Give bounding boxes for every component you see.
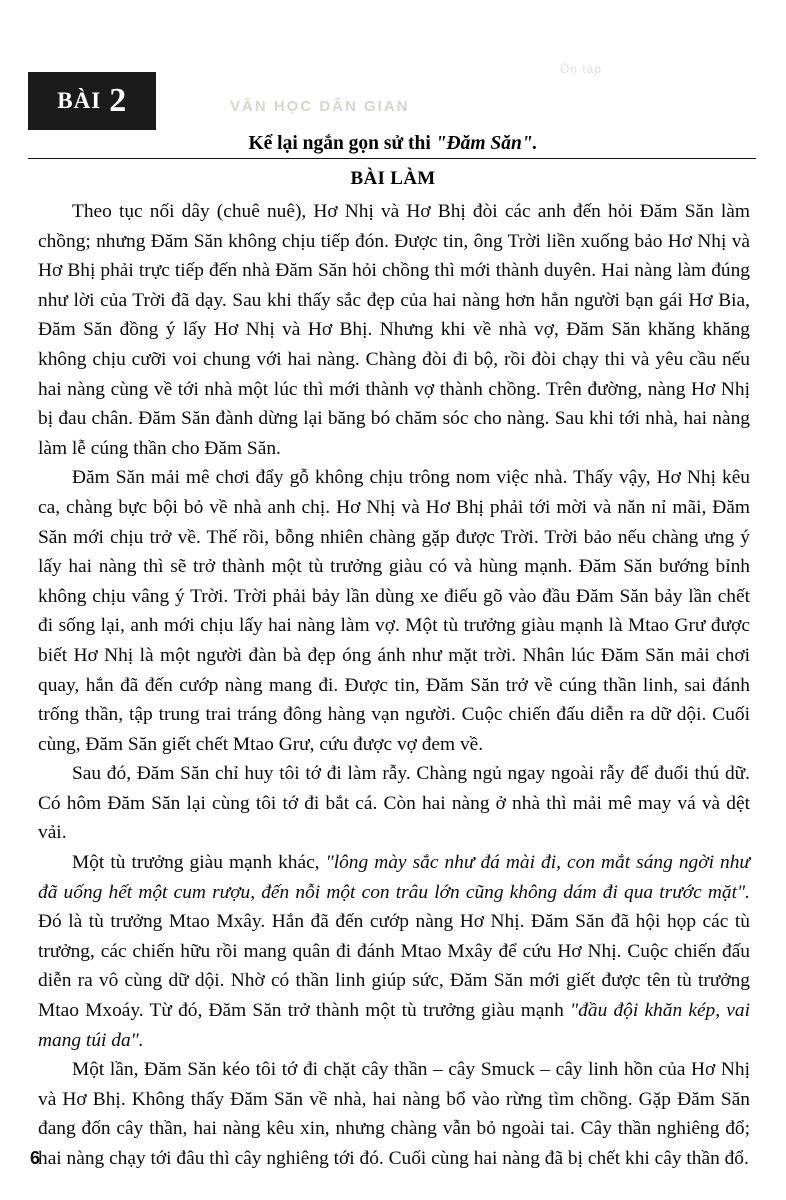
text-run: Theo tục nối dây (chuê nuê), Hơ Nhị và Hơ Bhị đòi các anh đến hỏi Đăm Săn làm chồng; nhưng Đăm Săn không chịu tiếp đón. Được tin, ông Trời liền xuống bảo Hơ Nhị và Hơ Bhị phải trực tiếp đến nhà Đăm Săn hỏi chồng thì mới thành duyên. Hai nàng làm đúng như lời của Trời đã dạy. Sau khi thấy sắc đẹp của hai nàng hơn hẳn người bạn gái Hơ Bia, Đăm Săn đồng ý lấy Hơ Nhị và Hơ Bhị. Nhưng khi về nhà vợ, Đăm Săn khăng khăng không chịu cưỡi voi chung với hai nàng. Chàng đòi đi bộ, rồi đòi chạy thi và yêu cầu nếu hai nàng cùng về tới nhà một lúc thì mới thành vợ thành chồng. Trên đường, nàng Hơ Nhị bị đau chân. Đăm Săn đành dừng lại băng bó chăm sóc cho nàng. Sau khi tới nhà, hai nàng làm lễ cúng thần cho Đăm Săn. [38, 201, 750, 459]
lesson-badge [28, 72, 156, 130]
title-divider [28, 158, 756, 159]
text-run: Một lần, Đăm Săn kéo tôi tớ đi chặt cây thần – cây Smuck – cây linh hồn của Hơ Nhị và Hơ Bhị. Không thấy Đăm Săn về nhà, hai nàng bổ vào rừng tìm chồng. Gặp Đăm Săn đang đốn cây thần, hai nàng kêu xin, nhưng chàng vẫn bỏ ngoài tai. Cây thần nghiêng đổ; hai nàng chạy tới đâu thì cây nghiêng tới đó. Cuối cùng hai nàng đã bị chết khi cây thần đổ. [38, 1059, 750, 1169]
page-title-quoted: "Đăm Săn". [435, 133, 538, 154]
quoted-text: "đầu đội khăn kép, vai mang túi da". [38, 1000, 750, 1051]
paragraph [38, 848, 750, 1055]
body-text [38, 197, 750, 1174]
text-run: Sau đó, Đăm Săn chỉ huy tôi tớ đi làm rẫy. Chàng ngủ ngay ngoài rẫy để đuổi thú dữ. Có hôm Đăm Săn lại cùng tôi tớ đi bắt cá. Còn hai nàng ở nhà thì mải mê may vá và dệt vải. [38, 763, 750, 844]
paragraph [38, 759, 750, 848]
watermark-secondary: Ôn tập [560, 62, 603, 76]
text-run: Đó là tù trưởng Mtao Mxây. Hắn đã đến cướp nàng Hơ Nhị. Đăm Săn đã hội họp các tù trưởng, các chiến hữu rồi mang quân đi đánh Mtao Mxây để cứu Hơ Nhị. Cuộc chiến đấu diễn ra vô cùng dữ dội. Nhờ có thần linh giúp sức, Đăm Săn mới giết được tên tù trưởng Mtao Mxoáy. Từ đó, Đăm Săn trở thành một tù trưởng giàu mạnh [38, 911, 750, 1022]
section-heading: BÀI LÀM [350, 168, 436, 189]
text-run: Một tù trưởng giàu mạnh khác, [72, 852, 326, 874]
watermark-heading: VĂN HỌC DÂN GIAN [230, 98, 410, 115]
quoted-text: "lông mày sắc như đá mài đi, con mắt sáng ngời như đã uống hết một cum rượu, đến nỗi một con trâu lớn cũng không dám đi qua trước mặt". [38, 852, 750, 903]
paragraph [38, 463, 750, 759]
lesson-badge-number: 2 [109, 82, 127, 119]
paragraph [38, 1055, 750, 1173]
page-number: 6 [30, 1148, 41, 1168]
page-title [30, 133, 756, 155]
lesson-badge-word: BÀI [57, 88, 102, 113]
text-run: Đăm Săn mải mê chơi đẩy gỗ không chịu trông nom việc nhà. Thấy vậy, Hơ Nhị kêu ca, chàng bực bội bỏ về nhà anh chị. Hơ Nhị và Hơ Bhị phải tới mời và năn nỉ mãi, Đăm Săn mới chịu trở về. Thế rồi, bỗng nhiên chàng gặp được Trời. Trời bảo nếu chàng ưng ý lấy hai nàng thì sẽ trở thành một tù trưởng giàu có và hùng mạnh. Đăm Săn bướng bỉnh không chịu vâng ý Trời. Trời phải bảy lần dùng xe điếu gõ vào đầu Đăm Săn bảy lần chết đi sống lại, anh mới chịu lấy hai nàng làm vợ. Một tù trưởng giàu mạnh là Mtao Grư được biết Hơ Nhị là một người đàn bà đẹp óng ánh như mặt trời. Nhân lúc Đăm Săn mải chơi quay, hắn đã đến cướp nàng mang đi. Được tin, Đăm Săn trở về cúng thần linh, sai đánh trống thần, tập trung trai tráng đông hàng vạn người. Cuộc chiến đấu diễn ra dữ dội. Cuối cùng, Đăm Săn giết chết Mtao Grư, cứu được vợ đem về. [38, 467, 750, 755]
page-title-prefix: Kể lại ngắn gọn sử thi [248, 133, 436, 154]
paragraph [38, 197, 750, 463]
